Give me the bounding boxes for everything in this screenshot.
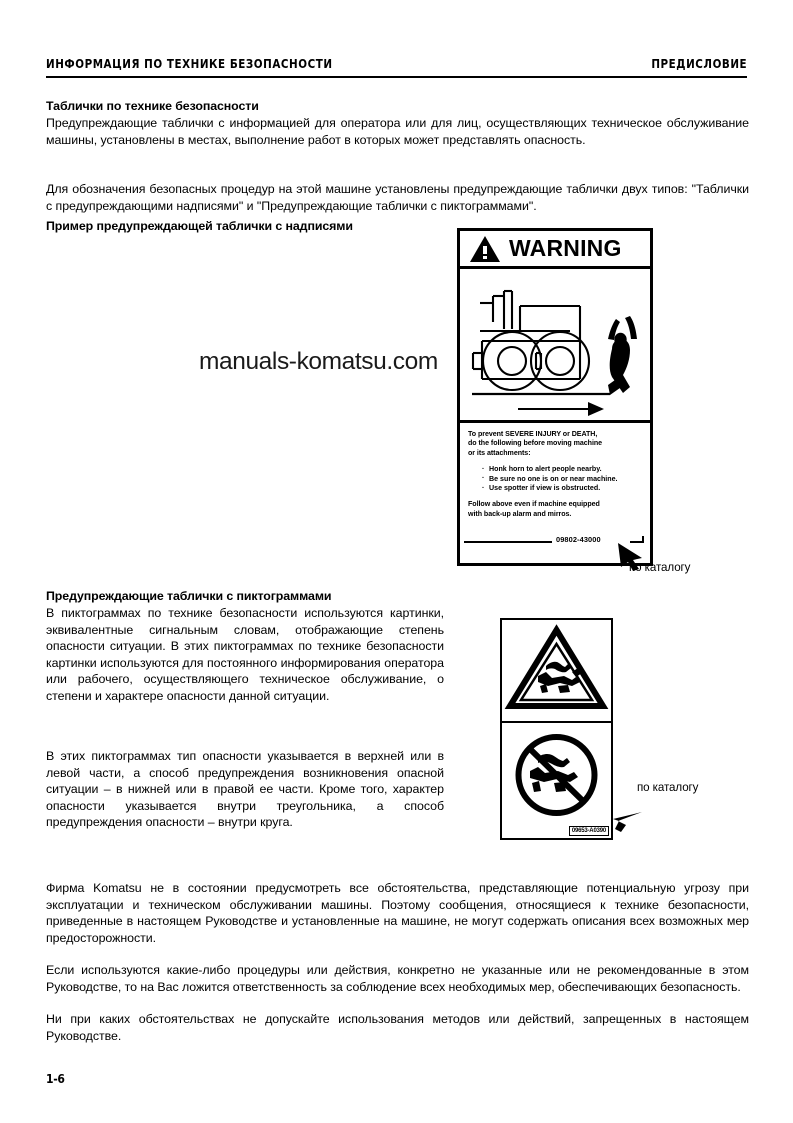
- paragraph-safety-labels-2: Для обозначения безопасных процедур на этой машине установлены предупреждающие таблички двух типов: "Таблички с предупреждающими надписями" и "Предупреждающие таблички с пиктограммами".: [46, 182, 749, 213]
- warning-bullet-item: · Use spotter if view is obstructed.: [482, 484, 642, 493]
- warning-body-line-3: or its attachments:: [468, 448, 531, 457]
- pictogram-part-number: 09653-A0390: [569, 826, 609, 836]
- pictogram-catalog-callout: по каталогу: [637, 781, 699, 794]
- direction-arrow-icon: [518, 402, 604, 416]
- header-section-title: ИНФОРМАЦИЯ ПО ТЕХНИКЕ БЕЗОПАСНОСТИ: [46, 56, 333, 71]
- watermark-text: manuals-komatsu.com: [199, 348, 438, 375]
- warning-signal-word: WARNING: [509, 235, 622, 261]
- warning-bullet-list: [468, 465, 642, 493]
- paragraph-pictogram-1: В пиктограммах по технике безопасности используются картинки, эквивалентные сигнальным словам, отображающие степень опасности ситуации. В этих пиктограммах по технике безопасности картинки используются для постоянного информирования оператора или рабочего, осуществляющего техническое обслуживание, о степени и характере опасности данной ситуации.: [46, 606, 444, 703]
- heading-safety-labels: Таблички по технике безопасности: [46, 99, 259, 113]
- warning-body-line-2: do the following before moving machine: [468, 439, 603, 448]
- warning-decal-figure: [457, 228, 653, 566]
- no-entry-prohibition-icon: [502, 723, 611, 834]
- paragraph-pictogram-2: В этих пиктограммах тип опасности указывается в верхней или в левой части, а способ предупреждения возникновения опасной ситуации – в нижней или в правой ее части. Кроме того, характер опасности указывается внутри треугольника, а способ предупреждения опасности – внутри круга.: [46, 749, 444, 830]
- crush-hazard-triangle-icon: [502, 620, 611, 719]
- paragraph-closing-2: Если используются какие-либо процедуры или действия, конкретно не указанные или не рекомендованные в этом Руководстве, то на Вас ложится ответственность за соблюдение всех необходимых мер, обеспечивающих безопасность.: [46, 963, 749, 994]
- paragraph-closing-3: Ни при каких обстоятельствах не допускайте использования методов или действий, запрещенных в настоящем Руководстве.: [46, 1012, 749, 1043]
- paragraph-safety-labels-1: Предупреждающие таблички с информацией для оператора или для лиц, осуществляющих техническое обслуживание машины, установлены в местах, выполнение работ в которых может представлять опасность.: [46, 116, 749, 147]
- warning-decal-text: [460, 423, 650, 560]
- machine-backing-over-person-icon: [460, 269, 650, 420]
- pictogram-hazard-panel: [502, 620, 611, 723]
- person-silhouette: [608, 316, 637, 395]
- header-chapter-title: ПРЕДИСЛОВИЕ: [651, 56, 747, 71]
- warning-triangle-icon: [470, 236, 500, 262]
- warning-decal-pictogram: [460, 269, 650, 423]
- warning-bullet-item: · Honk horn to alert people nearby.: [482, 465, 642, 474]
- heading-pictogram-labels: Предупреждающие таблички с пиктограммами: [46, 589, 332, 603]
- pictogram-callout-arrow-icon: [612, 808, 644, 834]
- pictogram-decal-figure: [500, 618, 613, 840]
- warning-decal-header: [460, 231, 650, 269]
- page-header: [46, 56, 747, 71]
- warning-footer-line-1: Follow above even if machine equipped: [468, 500, 600, 509]
- warning-bullet-item: · Be sure no one is on or near machine.: [482, 475, 642, 484]
- heading-example-word-label: Пример предупреждающей таблички с надписями: [46, 219, 353, 233]
- paragraph-closing-1: Фирма Komatsu не в состоянии предусмотреть все обстоятельства, представляющие потенциальную угрозу при эксплуатации и техническом обслуживании машины. Поэтому сообщения, относящиеся к технике безопасности, приведенные в настоящем Руководстве и установленные на машине, не могут содержать описания всех возможных мер предосторожности.: [46, 881, 749, 945]
- warning-catalog-callout: по каталогу: [629, 561, 691, 574]
- header-divider: [46, 76, 747, 78]
- warning-part-number: 09802-43000: [556, 535, 601, 544]
- pictogram-prohibition-panel: [502, 723, 611, 838]
- warning-footer-line-2: with back-up alarm and mirros.: [468, 509, 572, 518]
- warning-body-line-1: To prevent SEVERE INJURY or DEATH,: [468, 430, 598, 438]
- page-number: 1-6: [46, 1072, 65, 1086]
